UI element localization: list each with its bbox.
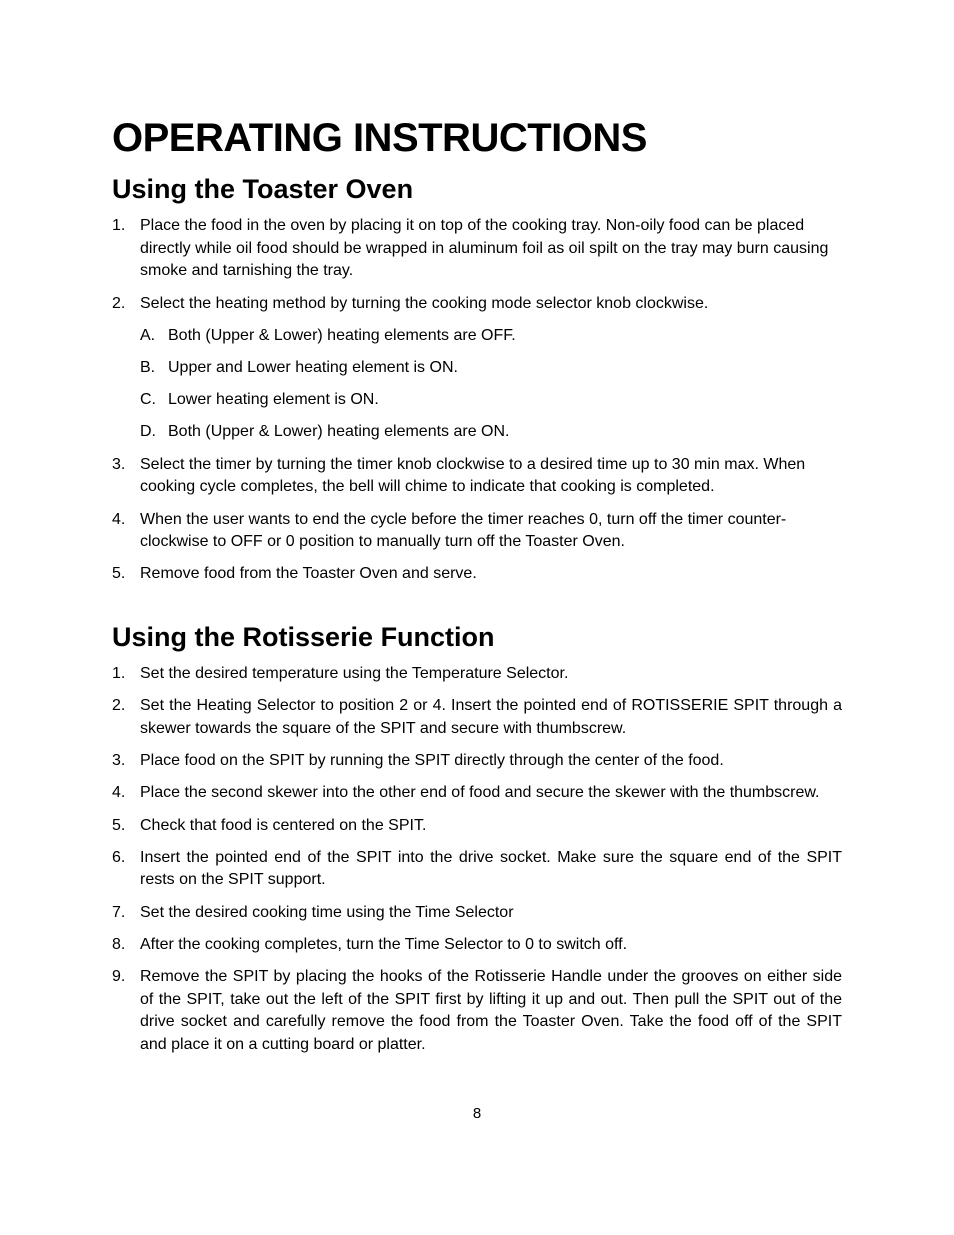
sub-item-text: Lower heating element is ON. bbox=[168, 391, 379, 409]
item-text: Remove food from the Toaster Oven and serve. bbox=[140, 565, 477, 583]
page-number: 8 bbox=[472, 1105, 482, 1122]
item-number: 5. bbox=[112, 816, 126, 834]
page-title: OPERATING INSTRUCTIONS bbox=[112, 116, 647, 160]
item-text: Set the desired cooking time using the Time Selector bbox=[140, 903, 514, 921]
list-item bbox=[112, 695, 842, 740]
item-number: 3. bbox=[112, 455, 126, 473]
toaster-oven-steps bbox=[112, 215, 842, 596]
item-number: 1. bbox=[112, 217, 126, 234]
item-text: Select the heating method by turning the cooking mode selector knob clockwise. bbox=[140, 294, 709, 312]
item-number: 2. bbox=[112, 294, 126, 312]
sub-item-text: Upper and Lower heating element is ON. bbox=[168, 359, 458, 377]
sub-item-letter: D. bbox=[140, 423, 156, 441]
list-item bbox=[112, 454, 842, 499]
item-text: Insert the pointed end of the SPIT into the drive socket. Make sure the square end of the SPIT rests on the SPIT support. bbox=[140, 848, 842, 889]
item-text: Set the desired temperature using the Temperature Selector. bbox=[140, 665, 569, 682]
sub-list-item bbox=[140, 389, 842, 412]
item-text: Set the Heating Selector to position 2 or 4. Insert the pointed end of ROTISSERIE SPIT through a skewer towards the square of the SPIT and secure with thumbscrew. bbox=[140, 697, 842, 737]
list-item bbox=[112, 563, 842, 586]
item-text: When the user wants to end the cycle before the timer reaches 0, turn off the timer counter-clockwise to OFF or 0 position to manually turn off the Toaster Oven. bbox=[140, 510, 787, 551]
item-number: 9. bbox=[112, 968, 126, 986]
list-item bbox=[112, 815, 842, 838]
list-item bbox=[112, 663, 842, 686]
sub-item-letter: A. bbox=[140, 326, 156, 344]
sub-list-item bbox=[140, 421, 842, 444]
item-number: 1. bbox=[112, 665, 126, 682]
sub-item-letter: B. bbox=[140, 359, 156, 377]
heating-mode-options bbox=[140, 325, 842, 444]
item-number: 5. bbox=[112, 565, 126, 583]
section-heading-toaster-oven: Using the Toaster Oven bbox=[112, 174, 414, 204]
list-item bbox=[112, 750, 842, 773]
item-text: Place the second skewer into the other end of food and secure the skewer with the thumbscrew. bbox=[140, 784, 820, 802]
item-text: Select the timer by turning the timer knob clockwise to a desired time up to 30 min max. When cooking cycle completes, the bell will chime to indicate that cooking is completed. bbox=[140, 455, 806, 496]
list-item bbox=[112, 966, 842, 1057]
sub-item-letter: C. bbox=[140, 391, 156, 409]
list-item bbox=[112, 215, 842, 283]
item-text: Place food on the SPIT by running the SPIT directly through the center of the food. bbox=[140, 752, 724, 770]
section-heading-rotisserie: Using the Rotisserie Function bbox=[112, 622, 495, 652]
sub-list-item bbox=[140, 325, 842, 348]
list-item bbox=[112, 509, 842, 554]
list-item bbox=[112, 782, 842, 805]
sub-item-text: Both (Upper & Lower) heating elements are ON. bbox=[168, 423, 510, 441]
item-number: 6. bbox=[112, 848, 126, 866]
item-number: 7. bbox=[112, 903, 126, 921]
item-text: Remove the SPIT by placing the hooks of the Rotisserie Handle under the grooves on either side of the SPIT, take out the left of the SPIT first by lifting it up and out. Then pull the SPIT out of the drive socket and carefully remove the food from the Toaster Oven. Take the food off of the SPIT and place it on a cutting board or platter. bbox=[140, 968, 842, 1054]
item-number: 8. bbox=[112, 935, 126, 953]
item-text: Place the food in the oven by placing it on top of the cooking tray. Non-oily food can be placed directly while oil food should be wrapped in aluminum foil as oil spilt on the tray may burn causing smoke and tarnishing the tray. bbox=[140, 217, 829, 280]
item-text: Check that food is centered on the SPIT. bbox=[140, 816, 427, 834]
item-number: 3. bbox=[112, 752, 126, 770]
list-item bbox=[112, 934, 842, 957]
list-item bbox=[112, 902, 842, 925]
item-number: 4. bbox=[112, 784, 126, 802]
list-item bbox=[112, 847, 842, 892]
list-item bbox=[112, 293, 842, 445]
item-number: 4. bbox=[112, 510, 126, 528]
item-text: After the cooking completes, turn the Time Selector to 0 to switch off. bbox=[140, 935, 628, 953]
sub-item-text: Both (Upper & Lower) heating elements are OFF. bbox=[168, 326, 516, 344]
item-number: 2. bbox=[112, 697, 126, 715]
rotisserie-steps bbox=[112, 663, 842, 1057]
sub-list-item bbox=[140, 357, 842, 380]
